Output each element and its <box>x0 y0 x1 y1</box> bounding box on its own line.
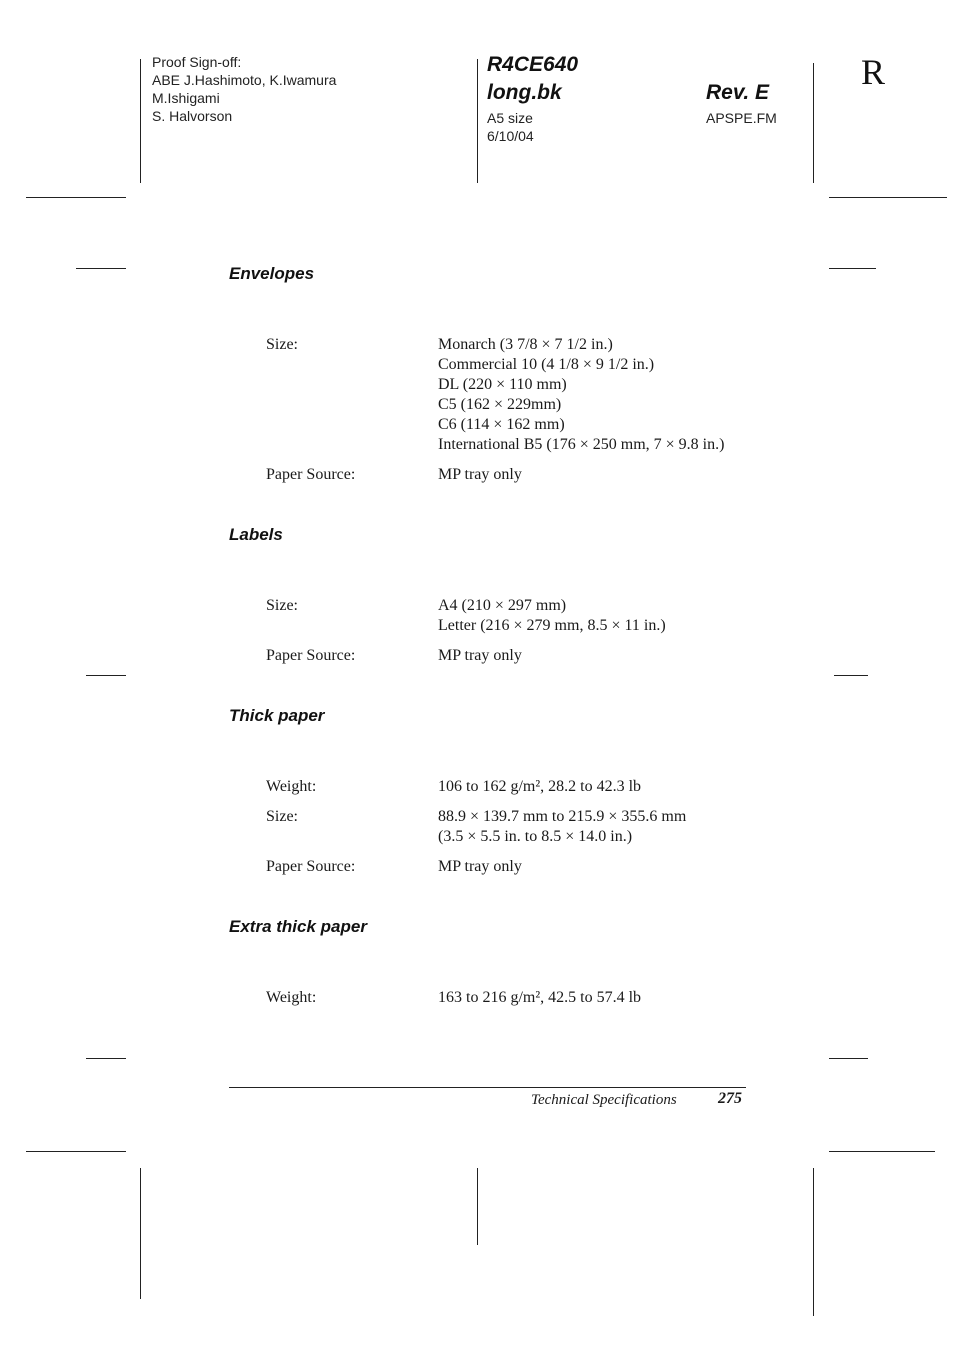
weight-label: Weight: <box>266 989 317 1006</box>
crop-mark-top-right-h <box>829 197 947 198</box>
size-value: C5 (162 × 229mm) <box>438 396 562 413</box>
proof-line: S. Halvorson <box>152 108 233 124</box>
document-code: R4CE640 <box>487 53 579 76</box>
paper-source-label: Paper Source: <box>266 858 356 875</box>
section-heading-extra-thick-paper: Extra thick paper <box>229 917 367 936</box>
crop-mark-center-top <box>477 59 478 183</box>
crop-mark-left-top <box>140 59 141 183</box>
size-label: Size: <box>266 597 298 614</box>
proof-line: Proof Sign-off: <box>152 54 242 70</box>
crop-mark-center-bottom <box>477 1168 478 1245</box>
crop-mark-bottom-right-h <box>829 1151 935 1152</box>
paper-size: A5 size <box>487 110 533 126</box>
footer-section-title: Technical Specifications <box>531 1092 677 1108</box>
size-value: Letter (216 × 279 mm, 8.5 × 11 in.) <box>438 617 666 634</box>
paper-source-label: Paper Source: <box>266 647 356 664</box>
section-heading-envelopes: Envelopes <box>229 264 315 283</box>
size-value: (3.5 × 5.5 in. to 8.5 × 14.0 in.) <box>438 828 633 845</box>
trim-mark-bottom-left <box>86 1058 126 1059</box>
paper-source-value: MP tray only <box>438 466 522 483</box>
weight-value: 106 to 162 g/m², 28.2 to 42.3 lb <box>438 778 642 795</box>
weight-value: 163 to 216 g/m², 42.5 to 57.4 lb <box>438 989 642 1006</box>
proof-line: ABE J.Hashimoto, K.Iwamura <box>152 72 337 88</box>
size-label: Size: <box>266 336 298 353</box>
size-value: International B5 (176 × 250 mm, 7 × 9.8 in.) <box>438 436 725 453</box>
size-values <box>438 335 724 455</box>
size-value: Monarch (3 7/8 × 7 1/2 in.) <box>438 336 613 353</box>
crop-mark-top-left-h <box>26 197 126 198</box>
revision: Rev. E <box>706 81 770 104</box>
trim-mark-bottom-right <box>829 1058 868 1059</box>
paper-source-value: MP tray only <box>438 858 522 875</box>
size-value: A4 (210 × 297 mm) <box>438 597 567 614</box>
section-heading-thick-paper: Thick paper <box>229 706 325 725</box>
page-number: 275 <box>718 1090 742 1107</box>
book-name: long.bk <box>487 81 562 104</box>
weight-label: Weight: <box>266 778 317 795</box>
trim-mark-top-right <box>829 268 876 269</box>
size-label: Size: <box>266 808 298 825</box>
paper-source-value: MP tray only <box>438 647 522 664</box>
size-value: C6 (114 × 162 mm) <box>438 416 565 433</box>
crop-mark-bottom-left-h <box>26 1151 126 1152</box>
trim-mark-mid-left <box>86 675 126 676</box>
trim-mark-mid-right <box>834 675 868 676</box>
trim-mark-top-left <box>76 268 126 269</box>
size-values <box>438 807 686 847</box>
proof-signoff <box>152 53 336 125</box>
crop-mark-right-bottom <box>813 1168 814 1316</box>
section-heading-labels: Labels <box>229 525 283 544</box>
crop-mark-left-bottom <box>140 1168 141 1299</box>
proof-line: M.Ishigami <box>152 90 220 106</box>
size-value: Commercial 10 (4 1/8 × 9 1/2 in.) <box>438 356 655 373</box>
section-tab-letter: R <box>861 52 886 92</box>
size-value: DL (220 × 110 mm) <box>438 376 567 393</box>
paper-source-label: Paper Source: <box>266 466 356 483</box>
footer-rule <box>229 1087 746 1088</box>
crop-mark-right-top <box>813 63 814 183</box>
size-value: 88.9 × 139.7 mm to 215.9 × 355.6 mm <box>438 808 687 825</box>
file-name: APSPE.FM <box>706 110 777 126</box>
document-date: 6/10/04 <box>487 128 534 144</box>
size-values <box>438 596 666 636</box>
